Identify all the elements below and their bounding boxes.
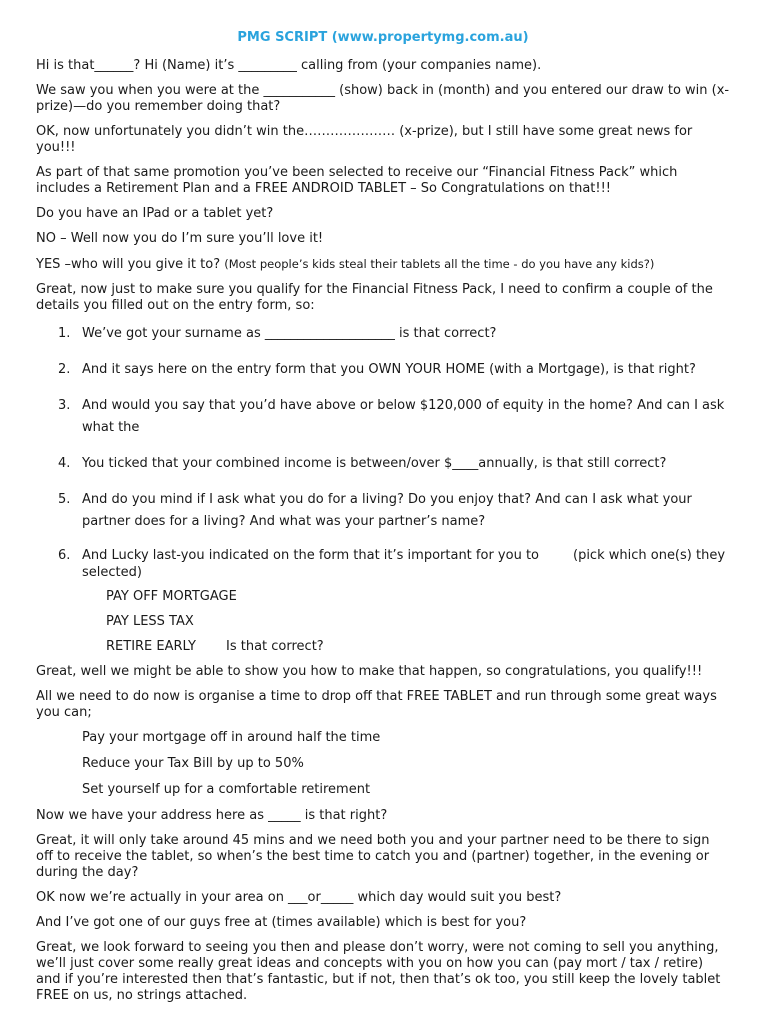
question-text: And Lucky last-you indicated on the form that it’s important for you to xyxy=(82,548,539,563)
question-text: You ticked that your combined income is between/over $____annually, is that still correct? xyxy=(82,456,667,471)
benefit-list xyxy=(82,730,730,798)
closing-line-2: Great, it will only take around 45 mins and we need both you and your partner need to be there to sign off to receive the tablet, so when’s the best time to catch you and (partner) together, in the evening or during the day? xyxy=(36,833,710,880)
qualify-line: Great, well we might be able to show you how to make that happen, so congratulations, you qualify!!! xyxy=(36,664,703,679)
question-number: 5. xyxy=(58,492,71,507)
benefit-item: Set yourself up for a comfortable retirement xyxy=(82,782,371,797)
goal-confirm: Is that correct? xyxy=(226,639,324,654)
question-text: We’ve got your surname as ____________________ is that correct? xyxy=(82,326,497,341)
intro-line-6: NO – Well now you do I’m sure you’ll love it! xyxy=(36,231,324,246)
question-number: 6. xyxy=(58,548,71,563)
question-item xyxy=(36,323,730,345)
question-text: And would you say that you’d have above or below $120,000 of equity in the home? And can I ask what the xyxy=(82,398,725,435)
yes-line-main: YES –who will you give it to? xyxy=(36,257,225,272)
intro-line-4: As part of that same promotion you’ve been selected to receive our “Financial Fitness Pack” which includes a Retirement Plan and a FREE ANDROID TABLET – So Congratulations on that!!! xyxy=(36,165,678,196)
page-title: PMG SCRIPT (www.propertymg.com.au) xyxy=(237,30,529,45)
question-hint: (pick which one(s) they selected) xyxy=(82,548,726,580)
question-number: 2. xyxy=(58,362,71,377)
question-text: And it says here on the entry form that you OWN YOUR HOME (with a Mortgage), is that right? xyxy=(82,362,696,377)
question-number: 4. xyxy=(58,456,71,471)
question-item xyxy=(36,395,730,439)
closing-line-5: Great, we look forward to seeing you then and please don’t worry, were not coming to sell you anything, we’ll just cover some really great ideas and concepts with you on how you can (pay mort / tax / retire) and if you’re interested then that’s fantastic, but if not, then that’s ok too, you still keep the lovely tablet FREE on us, no strings attached. xyxy=(36,940,721,1003)
goal-options xyxy=(106,589,730,655)
goal-option: RETIRE EARLY xyxy=(106,639,196,654)
question-text: And do you mind if I ask what you do for a living? Do you enjoy that? And can I ask what your partner does for a living? And what was your partner’s name? xyxy=(82,492,692,529)
question-item xyxy=(36,489,730,533)
confirm-intro: Great, now just to make sure you qualify for the Financial Fitness Pack, I need to confirm a couple of the details you filled out on the entry form, so: xyxy=(36,282,713,313)
closing-line-1: Now we have your address here as _____ is that right? xyxy=(36,808,388,823)
question-item xyxy=(36,359,730,381)
question-item xyxy=(36,453,730,475)
closing-line-3: OK now we’re actually in your area on ___or_____ which day would suit you best? xyxy=(36,890,562,905)
yes-line xyxy=(36,256,730,273)
goal-option: PAY OFF MORTGAGE xyxy=(106,589,237,604)
yes-line-note: (Most people’s kids steal their tablets all the time - do you have any kids?) xyxy=(224,257,655,271)
closing-line-4: And I’ve got one of our guys free at (times available) which is best for you? xyxy=(36,915,527,930)
benefit-item: Reduce your Tax Bill by up to 50% xyxy=(82,756,304,771)
question-list xyxy=(36,323,730,581)
question-number: 1. xyxy=(58,326,71,341)
goal-option-row xyxy=(106,639,730,655)
intro-line-5: Do you have an IPad or a tablet yet? xyxy=(36,206,274,221)
question-number: 3. xyxy=(58,398,71,413)
question-item xyxy=(36,547,730,581)
goal-option: PAY LESS TAX xyxy=(106,614,194,629)
benefit-item: Pay your mortgage off in around half the time xyxy=(82,730,381,745)
intro-line-2: We saw you when you were at the ___________ (show) back in (month) and you entered our draw to win (x-prize)—do you remember doing that? xyxy=(36,83,730,114)
intro-line-1: Hi is that______? Hi (Name) it’s _________ calling from (your companies name). xyxy=(36,58,542,73)
intro-line-3: OK, now unfortunately you didn’t win the………………… (x-prize), but I still have some great news for you!!! xyxy=(36,124,693,155)
dropoff-intro: All we need to do now is organise a time to drop off that FREE TABLET and run through some great ways you can; xyxy=(36,689,717,720)
